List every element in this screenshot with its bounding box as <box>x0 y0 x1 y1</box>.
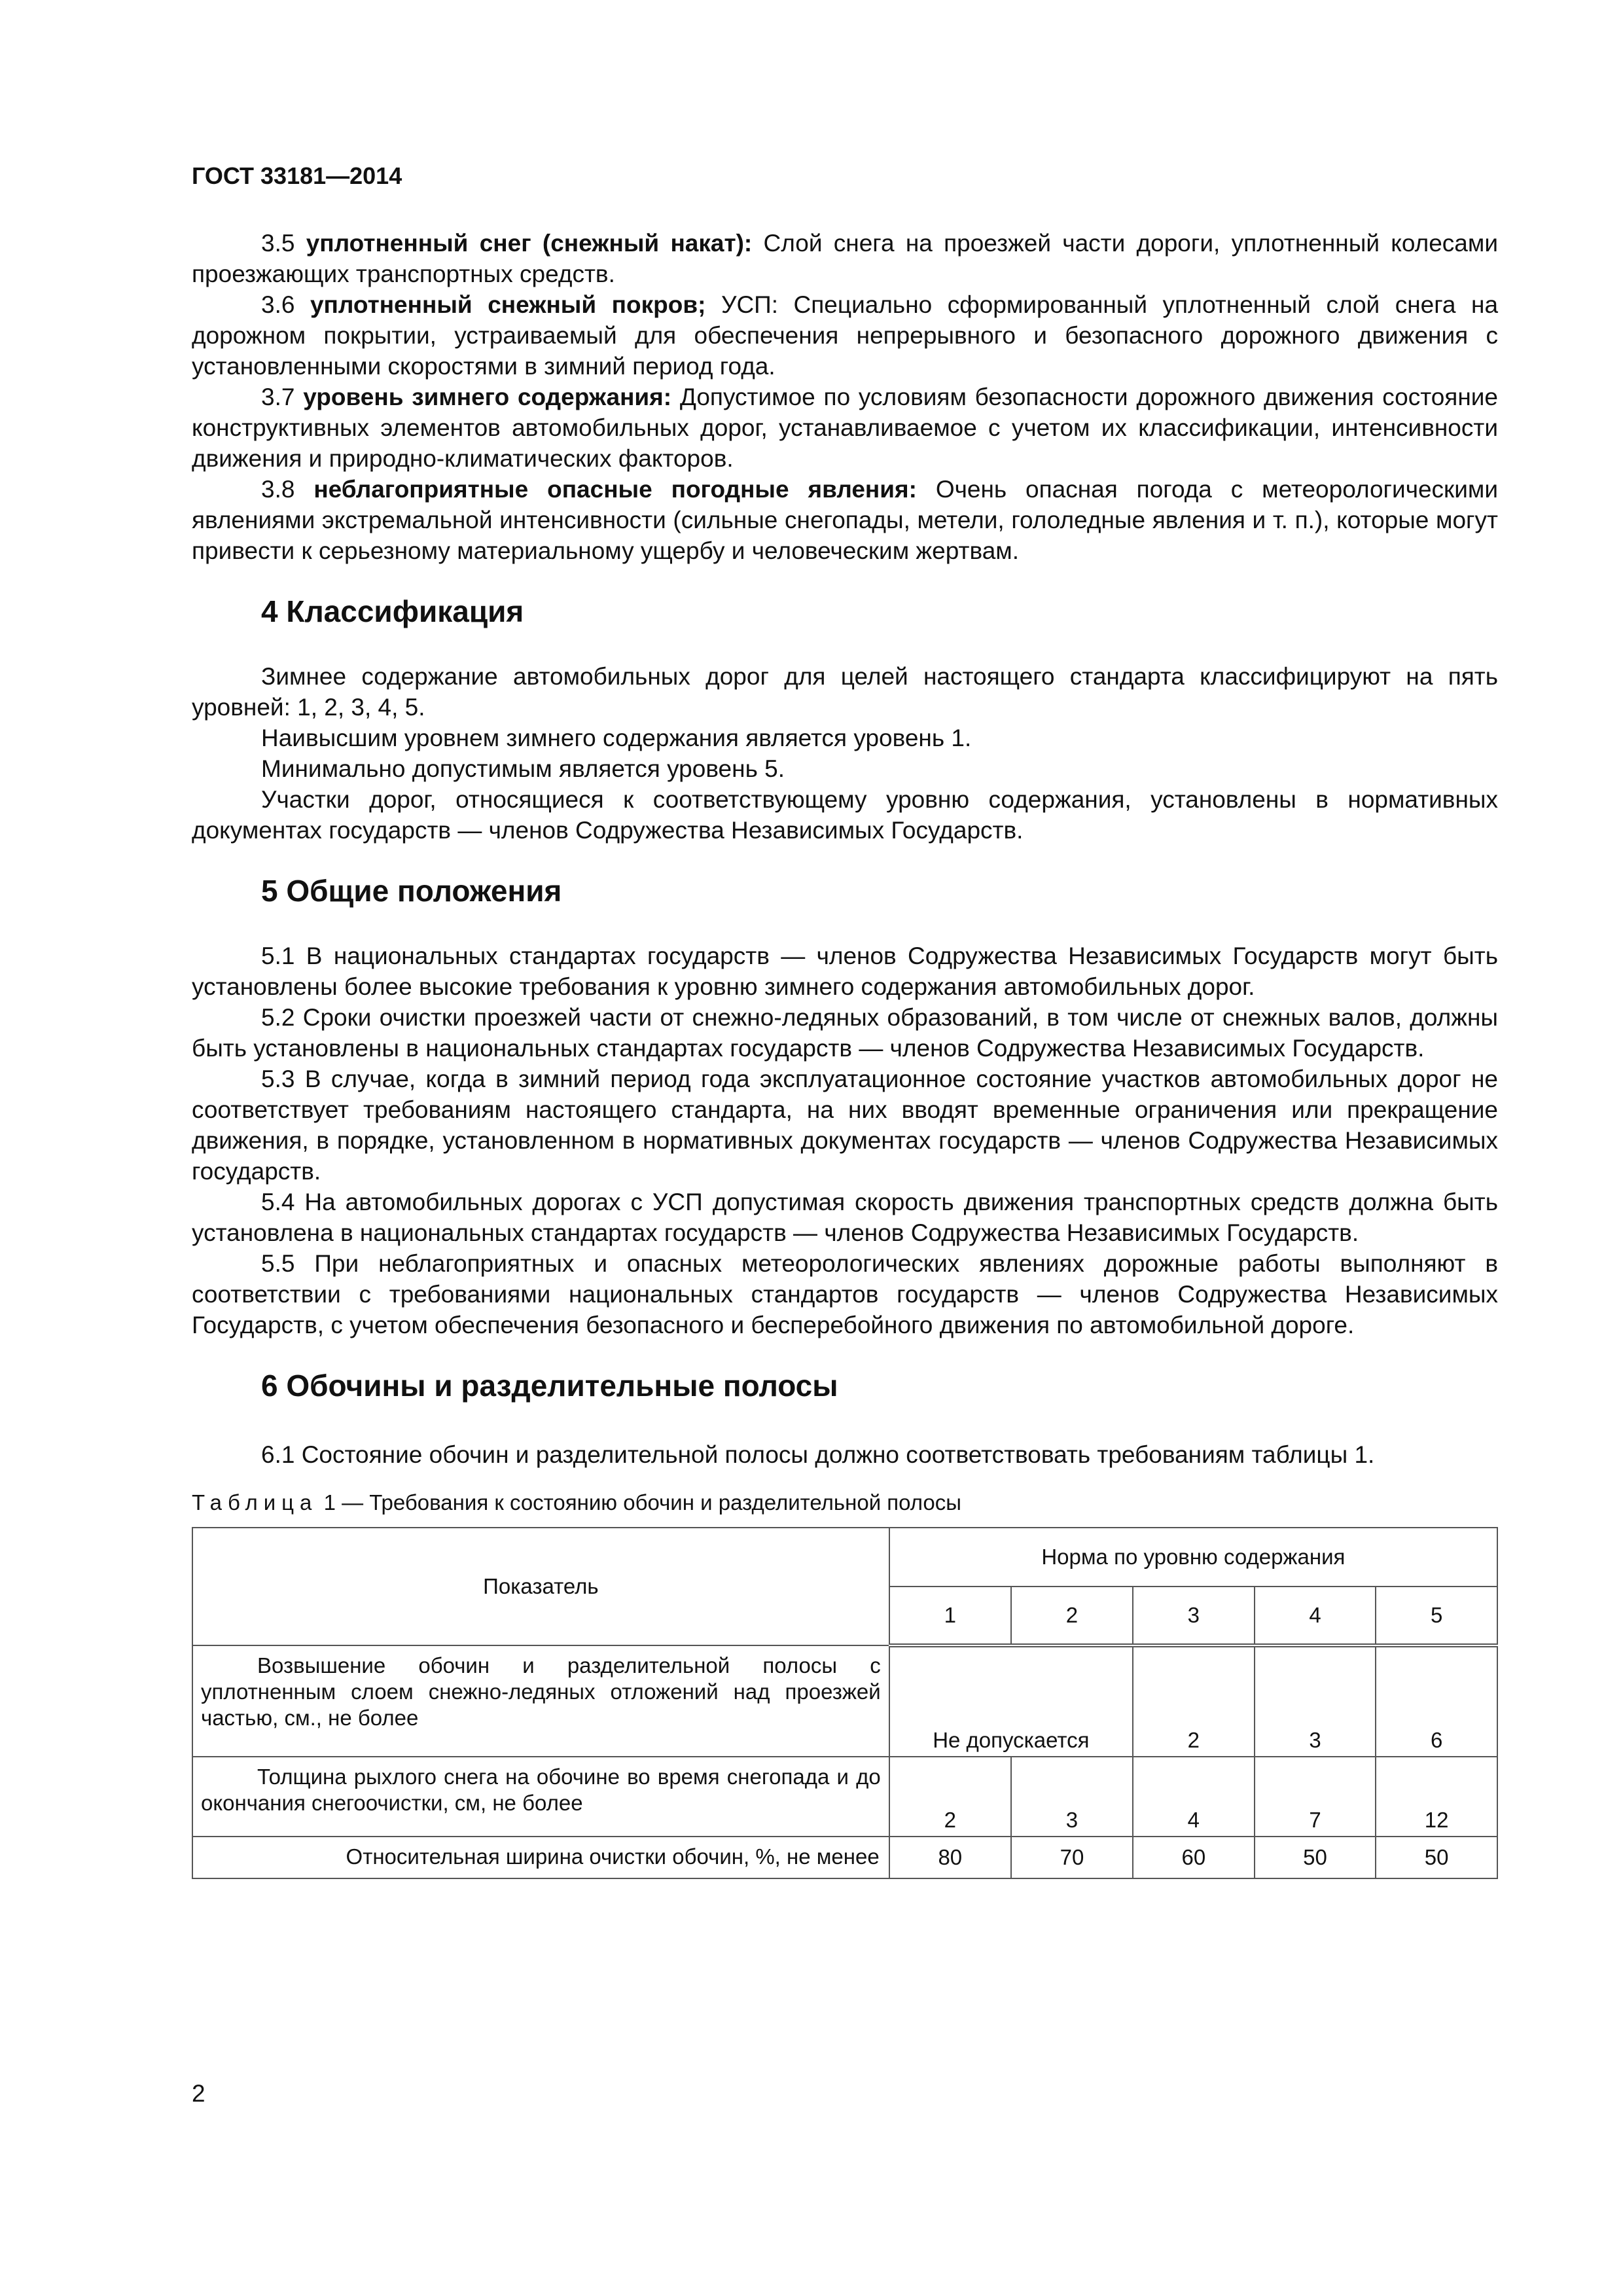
table-row <box>192 1757 1497 1837</box>
section-6-heading: 6 Обочины и разделительные полосы <box>261 1369 838 1403</box>
row-parameter: Возвышение обочин и разделительной полосы с уплотненным слоем снежно-ледяных отложений над проезжей частью, см., не более <box>192 1645 889 1757</box>
section-5-heading: 5 Общие положения <box>261 874 562 908</box>
row-parameter: Относительная ширина очистки обочин, %, не менее <box>192 1837 889 1878</box>
row-value: 60 <box>1133 1837 1255 1878</box>
document-code: ГОСТ 33181—2014 <box>192 162 402 189</box>
row-parameter: Толщина рыхлого снега на обочине во время снегопада и до окончания снегоочистки, см, не более <box>192 1757 889 1837</box>
column-header-parameter: Показатель <box>192 1528 889 1645</box>
table-row <box>192 1837 1497 1878</box>
paragraph: Участки дорог, относящиеся к соответствующему уровню содержания, установлены в нормативных документах государств — членов Содружества Независимых Государств. <box>192 786 1498 844</box>
clause-6-1: 6.1 Состояние обочин и разделительной полосы должно соответствовать требованиям таблицы 1. <box>261 1441 1375 1468</box>
row-value-merged: Не допускается <box>889 1645 1133 1757</box>
row-value: 2 <box>1133 1645 1255 1757</box>
row-value: 50 <box>1376 1837 1497 1878</box>
table-header-row <box>192 1528 1497 1587</box>
section-4-heading: 4 Классификация <box>261 594 524 628</box>
clause-3-6: 3.6 уплотненный снежный покров; УСП: Специально сформированный уплотненный слой снега на дорожном покрытии, устраиваемый для обеспечения непрерывного и безопасного дорожного движения с установленными скоростями в зимний период года. <box>192 291 1499 380</box>
section-3-definitions <box>192 228 1498 566</box>
clause-5-2: 5.2 Сроки очистки проезжей части от снежно-ледяных образований, в том числе от снежных валов, должны быть установлены в национальных стандартах государств — членов Содружества Независимых Государств. <box>192 1004 1498 1062</box>
level-header: 5 <box>1376 1587 1497 1645</box>
level-header: 1 <box>889 1587 1011 1645</box>
row-value: 70 <box>1011 1837 1133 1878</box>
clause-5-1: 5.1 В национальных стандартах государств — членов Содружества Независимых Государств могут быть установлены более высокие требования к уровню зимнего содержания автомобильных дорог. <box>192 942 1498 1000</box>
clause-5-5: 5.5 При неблагоприятных и опасных метеорологических явлениях дорожные работы выполняют в соответствии с требованиями национальных стандартов государств — членов Содружества Независимых Государств, с учетом обеспечения безопасного и бесперебойного движения по автомобильной дороге. <box>192 1250 1498 1338</box>
section-4-body <box>192 661 1498 846</box>
row-value: 6 <box>1376 1645 1497 1757</box>
clause-3-7: 3.7 уровень зимнего содержания: Допустимое по условиям безопасности дорожного движения состояние конструктивных элементов автомобильных дорог, устанавливаемое с учетом их классификации, интенсивности движения и природно-климатических факторов. <box>192 384 1499 472</box>
row-value: 3 <box>1011 1757 1133 1837</box>
page-number: 2 <box>192 2080 205 2107</box>
row-value: 80 <box>889 1837 1011 1878</box>
level-header: 3 <box>1133 1587 1255 1645</box>
row-value: 50 <box>1255 1837 1376 1878</box>
row-value: 4 <box>1133 1757 1255 1837</box>
row-value: 3 <box>1255 1645 1376 1757</box>
column-header-norm: Норма по уровню содержания <box>889 1528 1497 1587</box>
clause-5-3: 5.3 В случае, когда в зимний период года эксплуатационное состояние участков автомобильных дорог не соответствует требованиям настоящего стандарта, на них вводят временные ограничения или прекращение движения, в порядке, установленном в нормативных документах государств — членов Содружества Независимых государств. <box>192 1066 1498 1185</box>
paragraph: Минимально допустимым является уровень 5. <box>261 755 785 782</box>
page-content <box>192 228 1498 1879</box>
table-caption: Таблица 1 — Требования к состоянию обочин и разделительной полосы <box>192 1490 961 1515</box>
table-row <box>192 1645 1497 1757</box>
row-value: 7 <box>1255 1757 1376 1837</box>
clause-5-4: 5.4 На автомобильных дорогах с УСП допустимая скорость движения транспортных средств должна быть установлена в национальных стандартах государств — членов Содружества Независимых Государств. <box>192 1189 1498 1246</box>
paragraph: Зимнее содержание автомобильных дорог для целей настоящего стандарта классифицируют на пять уровней: 1, 2, 3, 4, 5. <box>192 663 1498 721</box>
clause-3-8: 3.8 неблагоприятные опасные погодные явления: Очень опасная погода с метеорологическими явлениями экстремальной интенсивности (сильные снегопады, метели, гололедные явления и т. п.), которые могут привести к серьезному материальному ущербу и человеческим жертвам. <box>192 476 1499 564</box>
paragraph: Наивысшим уровнем зимнего содержания является уровень 1. <box>261 725 972 751</box>
row-value: 12 <box>1376 1757 1497 1837</box>
section-5-body <box>192 941 1498 1340</box>
level-header: 2 <box>1011 1587 1133 1645</box>
clause-3-5: 3.5 уплотненный снег (снежный накат): Слой снега на проезжей части дороги, уплотненный колесами проезжающих транспортных средств. <box>192 230 1498 287</box>
row-value: 2 <box>889 1757 1011 1837</box>
level-header: 4 <box>1255 1587 1376 1645</box>
requirements-table <box>192 1527 1498 1879</box>
section-6-body <box>192 1439 1498 1470</box>
